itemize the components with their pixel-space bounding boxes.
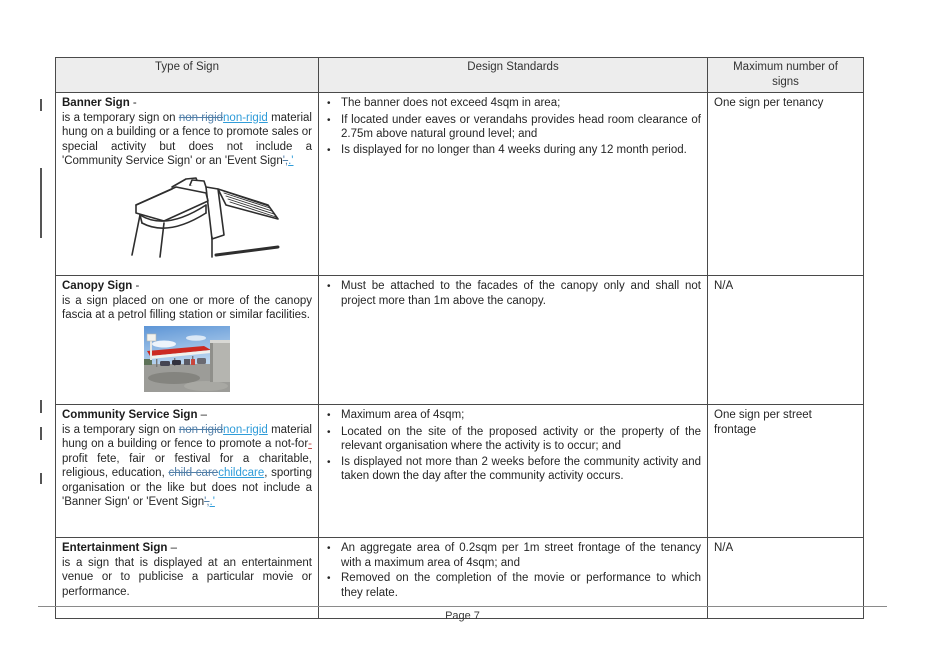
sign-title: Banner Sign (62, 97, 130, 109)
standard-text: Is displayed not more than 2 weeks before the community activity and taken down the day after the community activity occurs. (341, 455, 701, 482)
sign-title: Canopy Sign (62, 280, 133, 292)
max-cell-community-service-sign (708, 405, 864, 538)
tracked-change-bar (40, 427, 42, 440)
standard-bullet-item (327, 455, 701, 484)
bullet-icon: • (327, 426, 331, 438)
column-header-label: Design Standards (467, 61, 559, 73)
standards-cell-canopy-sign (319, 276, 708, 405)
standard-text: Is displayed for no longer than 4 weeks during any 12 month period. (341, 143, 687, 156)
tracked-change-bar (40, 168, 42, 238)
bullet-icon: • (327, 114, 331, 126)
standards-list (325, 541, 701, 600)
standard-text: An aggregate area of 0.2sqm per 1m street frontage of the tenancy with a maximum area of 4sqm; and (341, 542, 701, 569)
table-row-canopy-sign (56, 276, 864, 405)
standard-bullet-item (327, 113, 701, 142)
description-text: is a sign that is displayed at an entertainment venue or to publicise a particular movie or performance. (62, 556, 312, 598)
tracked-change-bar (40, 473, 42, 484)
standard-bullet-item (327, 571, 701, 600)
description-text: is a sign placed on one or more of the canopy fascia at a petrol filling station or similar facilities. (62, 294, 312, 321)
bullet-icon: • (327, 543, 331, 554)
sign-title-suffix: - (129, 97, 137, 109)
sign-description (62, 294, 312, 323)
max-cell-canopy-sign (708, 276, 864, 405)
standard-text: Maximum area of 4sqm; (341, 409, 465, 421)
sign-title: Community Service Sign (62, 409, 198, 421)
standard-bullet-item (327, 279, 701, 308)
sign-standards-table (55, 57, 864, 619)
sign-title-line (62, 96, 312, 111)
standards-list (325, 96, 701, 158)
description-text: material hung on a building or fence to promote a not-for (62, 423, 312, 450)
description-text: is a temporary sign on (62, 111, 179, 124)
bullet-icon: • (327, 573, 331, 584)
footer-rule (38, 606, 887, 607)
tracked-insertion: .' (288, 155, 294, 167)
standard-bullet-item (327, 408, 701, 424)
petrol-station-photo (144, 326, 230, 392)
sign-title-line (62, 541, 312, 556)
description-text: profit fete, fair or festival for a charitable, religious, education, (62, 452, 312, 479)
page-number: Page 7 (445, 610, 480, 622)
bullet-icon: • (327, 410, 331, 421)
type-cell-canopy-sign (56, 276, 319, 405)
sign-description (62, 111, 312, 169)
sign-title-line (62, 408, 312, 423)
tracked-change-bar (40, 400, 42, 413)
max-cell-banner-sign (708, 93, 864, 276)
tracked-insertion: non-rigid (223, 423, 268, 436)
banner-sign-sketch (120, 175, 280, 259)
standard-text: Removed on the completion of the movie or performance to which they relate. (341, 572, 701, 599)
tracked-deletion: ', (282, 155, 289, 167)
header-row (56, 58, 864, 93)
standard-text: If located under eaves or verandahs provides head room clearance of 2.75m above natural ground level; and (341, 113, 701, 140)
bullet-icon: • (327, 144, 331, 156)
sign-description (62, 556, 312, 600)
sign-description (62, 423, 312, 510)
tracked-deletion: non rigid (178, 111, 224, 124)
column-header-design-standards (319, 58, 708, 93)
banner-illustration-wrap (62, 169, 312, 264)
column-header-label: Maximum number of signs (733, 61, 838, 88)
sign-title-line (62, 279, 312, 294)
sign-title-suffix: – (197, 409, 208, 421)
description-text: , sporting organisation or the like but does not include a 'Banner Sign' or 'Event Sign (62, 467, 313, 508)
bullet-icon: • (327, 281, 331, 292)
max-signs-value: One sign per tenancy (714, 97, 824, 109)
table-row-community-service-sign (56, 405, 864, 538)
canopy-illustration-wrap (62, 323, 312, 397)
column-header-label: Type of Sign (155, 61, 219, 73)
type-cell-community-service-sign (56, 405, 319, 538)
standard-bullet-item (327, 425, 701, 454)
table-row-banner-sign (56, 93, 864, 276)
column-header-max-signs (708, 58, 864, 93)
type-cell-banner-sign (56, 93, 319, 276)
column-header-type-of-sign (56, 58, 319, 93)
standards-list (325, 408, 701, 484)
description-text: is a temporary sign on (62, 423, 179, 436)
standards-cell-banner-sign (319, 93, 708, 276)
max-signs-value: One sign per street frontage (714, 409, 812, 436)
sign-title-suffix: – (167, 542, 178, 554)
standards-cell-community-service-sign (319, 405, 708, 538)
standard-text: The banner does not exceed 4sqm in area; (341, 97, 561, 109)
tracked-deletion: non rigid (178, 423, 224, 436)
tracked-change-bar (40, 99, 42, 111)
tracked-insertion: non-rigid (223, 111, 268, 124)
tracked-insertion: childcare (218, 467, 265, 479)
sign-title: Entertainment Sign (62, 542, 168, 554)
standard-text: Located on the site of the proposed activity or the property of the relevant organisation where the activity is to occur; and (341, 425, 701, 452)
tracked-insertion: .' (209, 496, 215, 508)
tracked-deletion: ', (204, 496, 210, 508)
bullet-icon: • (327, 456, 331, 468)
standard-bullet-item (327, 96, 701, 112)
max-signs-value: N/A (714, 280, 734, 292)
tracked-deletion: child care (168, 467, 219, 479)
sign-title-suffix: - (132, 280, 140, 292)
standards-list (325, 279, 701, 308)
bullet-icon: • (327, 98, 331, 109)
standard-bullet-item (327, 541, 701, 570)
max-signs-value: N/A (714, 542, 734, 554)
standard-text: Must be attached to the facades of the canopy only and shall not project more than 1m above the canopy. (341, 280, 701, 307)
tracked-insertion: - (308, 438, 312, 450)
standard-bullet-item (327, 143, 701, 159)
description-text: material hung on a building or a fence to promote sales or special activity but does not include a 'Community Service Sign' or an 'Event Sign (62, 111, 312, 167)
